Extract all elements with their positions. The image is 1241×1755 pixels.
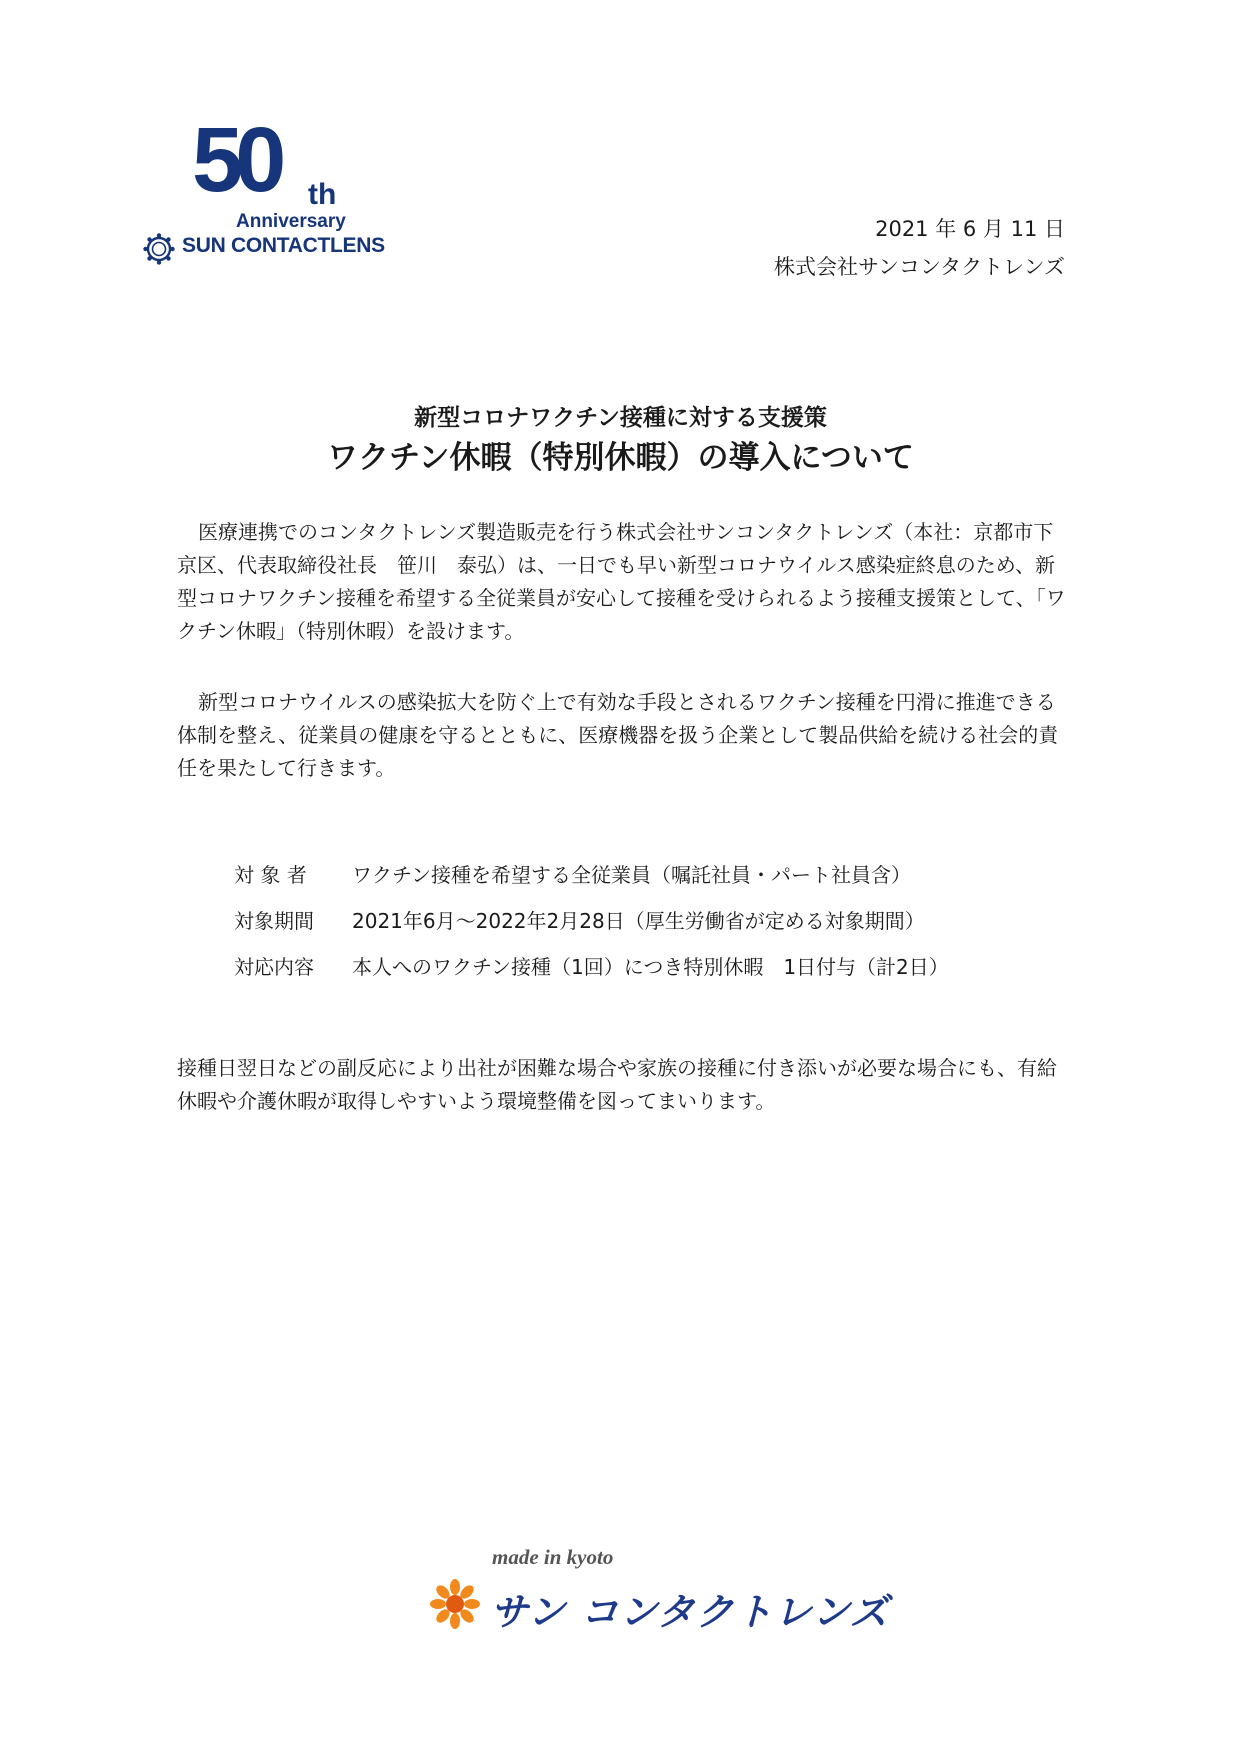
issue-date: 2021 年 6 月 11 日 [875, 217, 1065, 241]
details-row-period [234, 896, 949, 942]
company-logo [430, 1545, 889, 1635]
anniversary-number: 50 [192, 109, 279, 211]
brand-name: SUN CONTACTLENS [182, 234, 385, 257]
body-paragraph-2: 新型コロナウイルスの感染拡大を防ぐ上で有効な手段とされるワクチン接種を円滑に推進できる体制を整え、従業員の健康を守るとともに、医療機器を扱う企業として製品供給を続ける社会的責任を果たして行きます。 [177, 690, 1059, 780]
anniversary-tagline: Anniversary [236, 211, 346, 232]
details-value: 2021年6月～2022年2月28日（厚生労働省が定める対象期間） [352, 908, 925, 933]
issuer-company: 株式会社サンコンタクトレンズ [774, 255, 1065, 279]
anniversary-logo [140, 109, 400, 272]
details-list [234, 850, 949, 988]
sun-ring-icon [142, 232, 176, 266]
body-paragraph-3: 接種日翌日などの副反応により出社が困難な場合や家族の接種に付き添いが必要な場合にも、有給休暇や介護休暇が取得しやすいよう環境整備を図ってまいります。 [177, 1056, 1057, 1113]
logo-tagline: made in kyoto [492, 1545, 614, 1569]
details-value: ワクチン接種を希望する全従業員（嘱託社員・パート社員含） [352, 862, 911, 887]
document-title: ワクチン休暇（特別休暇）の導入について [327, 440, 914, 476]
details-row-content [234, 942, 949, 988]
sunflower-icon [430, 1579, 480, 1629]
details-label: 対応内容 [234, 954, 314, 979]
issue-meta [774, 210, 1065, 286]
anniversary-suffix: th [308, 178, 337, 211]
details-value: 本人へのワクチン接種（1回）につき特別休暇 1日付与（計2日） [352, 954, 949, 979]
details-label: 対 象 者 [234, 862, 307, 887]
logo-company-name: サン コンタクトレンズ [490, 1590, 889, 1634]
details-row-target [234, 850, 949, 896]
document-subtitle: 新型コロナワクチン接種に対する支援策 [414, 405, 827, 431]
body-paragraph-1: 医療連携でのコンタクトレンズ製造販売を行う株式会社サンコンタクトレンズ（本社：京都市下京区、代表取締役社長 笹川 泰弘）は、一日でも早い新型コロナウイルス感染症終息のため、新型コロナワクチン接種を希望する全従業員が安心して接種を受けられるよう接種支援策として、「ワクチン休暇」（特別休暇）を設けます。 [177, 520, 1066, 643]
details-label: 対象期間 [234, 908, 314, 933]
